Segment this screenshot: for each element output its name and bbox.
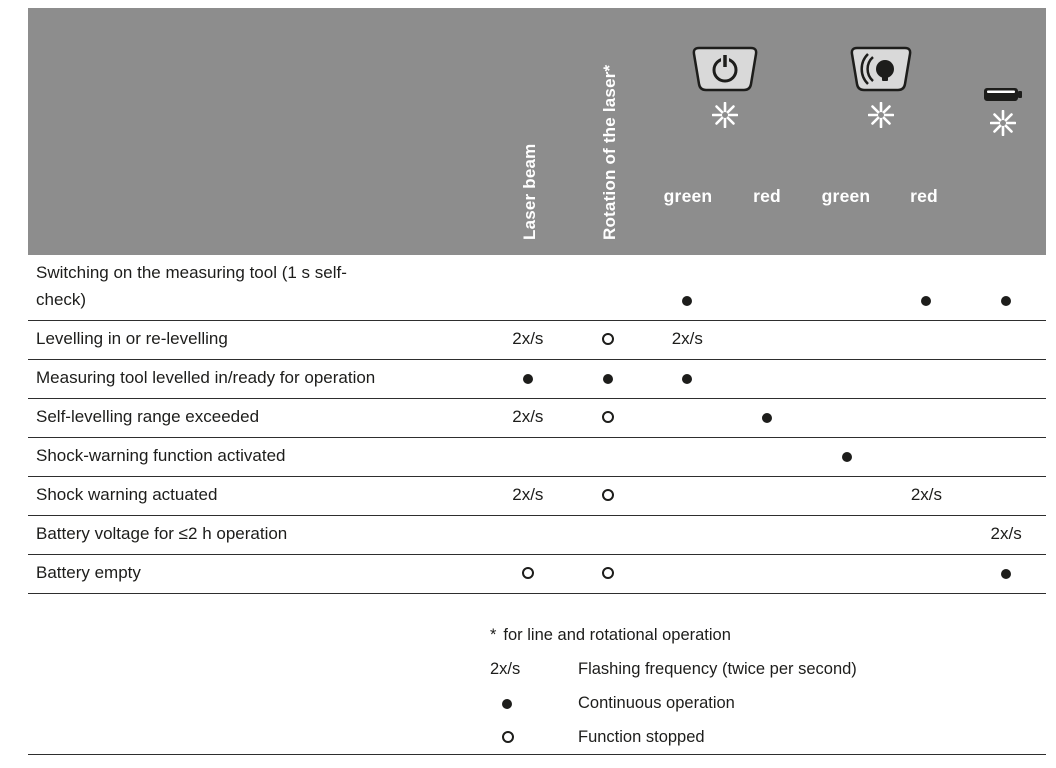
cell-red1 bbox=[727, 547, 807, 554]
legend-symbol bbox=[490, 694, 578, 713]
legend-item bbox=[490, 618, 1030, 652]
legend-text: Continuous operation bbox=[578, 693, 735, 712]
table-row bbox=[28, 438, 1046, 477]
cell-battery bbox=[966, 286, 1046, 320]
cell-red1 bbox=[727, 403, 807, 437]
cell-red1 bbox=[727, 313, 807, 320]
legend-text: for line and rotational operation bbox=[503, 625, 731, 644]
legend-symbol: * bbox=[490, 625, 497, 644]
power-button-icon bbox=[692, 46, 758, 92]
table-row bbox=[28, 516, 1046, 555]
cell-red2: 2x/s bbox=[910, 485, 943, 504]
continuous-operation-dot bbox=[502, 699, 512, 709]
legend-symbol: 2x/s bbox=[490, 659, 521, 678]
battery-icon bbox=[983, 84, 1023, 104]
cell-red1 bbox=[727, 469, 807, 476]
cell-green1 bbox=[647, 547, 727, 554]
legend-text: Function stopped bbox=[578, 727, 705, 746]
row-label: Levelling in or re-levelling bbox=[36, 329, 228, 348]
cell-battery bbox=[966, 430, 1046, 437]
cell-red2 bbox=[887, 352, 967, 359]
cell-green2 bbox=[807, 313, 887, 320]
table-row bbox=[28, 360, 1046, 399]
status-table bbox=[28, 255, 1046, 594]
table-row bbox=[28, 555, 1046, 594]
continuous-operation-dot bbox=[1001, 296, 1011, 306]
cell-red2 bbox=[887, 586, 967, 593]
cell-green1 bbox=[647, 469, 727, 476]
cell-battery: 2x/s bbox=[990, 524, 1022, 543]
row-label: Measuring tool levelled in/ready for operation bbox=[36, 368, 376, 387]
column-header-red1: red bbox=[753, 186, 781, 206]
continuous-operation-dot bbox=[523, 374, 533, 384]
cell-green2 bbox=[807, 391, 887, 398]
column-header-green1: green bbox=[663, 186, 713, 206]
cell-green2 bbox=[807, 430, 887, 437]
cell-red2 bbox=[887, 391, 967, 398]
cell-rotation bbox=[568, 547, 648, 554]
column-header-rotation: Rotation of the laser* bbox=[600, 64, 619, 240]
cell-laser_beam: 2x/s bbox=[512, 485, 544, 504]
row-label: Switching on the measuring tool (1 s self-check) bbox=[36, 263, 347, 309]
function-stopped-circle bbox=[602, 567, 614, 579]
cell-laser_beam: 2x/s bbox=[512, 407, 544, 426]
cell-green1 bbox=[647, 364, 727, 398]
shock-warning-button-icon bbox=[850, 46, 912, 92]
table-row bbox=[28, 255, 1046, 321]
continuous-operation-dot bbox=[762, 413, 772, 423]
function-stopped-circle bbox=[522, 567, 534, 579]
cell-red2 bbox=[887, 469, 967, 476]
legend bbox=[490, 618, 1030, 754]
legend-item bbox=[490, 652, 1030, 686]
cell-laser_beam bbox=[488, 364, 568, 398]
continuous-operation-dot bbox=[921, 296, 931, 306]
row-label: Shock warning actuated bbox=[36, 485, 218, 504]
legend-item bbox=[490, 686, 1030, 720]
table-row bbox=[28, 477, 1046, 516]
cell-rotation bbox=[568, 469, 648, 476]
column-header-red2: red bbox=[910, 186, 938, 206]
function-stopped-circle bbox=[602, 411, 614, 423]
cell-red1 bbox=[727, 586, 807, 593]
cell-rotation bbox=[568, 559, 648, 593]
cell-green1 bbox=[647, 508, 727, 515]
row-label: Shock-warning function activated bbox=[36, 446, 286, 465]
continuous-operation-dot bbox=[603, 374, 613, 384]
cell-rotation bbox=[568, 481, 648, 515]
cell-green2 bbox=[807, 547, 887, 554]
cell-green2 bbox=[807, 442, 887, 476]
column-header-green2: green bbox=[821, 186, 871, 206]
row-label: Self-levelling range exceeded bbox=[36, 407, 260, 426]
function-stopped-circle bbox=[602, 333, 614, 345]
led-starburst-icon bbox=[868, 102, 894, 128]
cell-green1: 2x/s bbox=[671, 329, 703, 348]
cell-green1 bbox=[647, 586, 727, 593]
cell-laser_beam bbox=[488, 559, 568, 593]
cell-laser_beam bbox=[488, 547, 568, 554]
cell-rotation bbox=[568, 403, 648, 437]
column-header-laser_beam: Laser beam bbox=[520, 143, 539, 240]
led-starburst-icon bbox=[990, 110, 1016, 136]
header-block bbox=[28, 8, 1046, 255]
function-stopped-circle bbox=[502, 731, 514, 743]
cell-red1 bbox=[727, 508, 807, 515]
legend-item bbox=[490, 720, 1030, 754]
cell-battery bbox=[966, 469, 1046, 476]
cell-green2 bbox=[807, 586, 887, 593]
continuous-operation-dot bbox=[842, 452, 852, 462]
cell-rotation bbox=[568, 325, 648, 359]
bottom-rule bbox=[28, 754, 1046, 755]
cell-red1 bbox=[727, 352, 807, 359]
cell-green2 bbox=[807, 352, 887, 359]
function-stopped-circle bbox=[602, 489, 614, 501]
cell-red1 bbox=[727, 391, 807, 398]
cell-laser_beam: 2x/s bbox=[512, 329, 544, 348]
cell-battery bbox=[966, 352, 1046, 359]
cell-battery bbox=[966, 391, 1046, 398]
table-row bbox=[28, 321, 1046, 360]
cell-battery bbox=[966, 508, 1046, 515]
cell-red2 bbox=[887, 430, 967, 437]
row-label: Battery empty bbox=[36, 563, 141, 582]
cell-laser_beam bbox=[488, 313, 568, 320]
legend-text: Flashing frequency (twice per second) bbox=[578, 659, 857, 678]
cell-rotation bbox=[568, 364, 648, 398]
cell-green2 bbox=[807, 508, 887, 515]
cell-red2 bbox=[887, 547, 967, 554]
cell-green1 bbox=[647, 430, 727, 437]
table-row bbox=[28, 399, 1046, 438]
continuous-operation-dot bbox=[1001, 569, 1011, 579]
cell-red2 bbox=[887, 286, 967, 320]
cell-green1 bbox=[647, 286, 727, 320]
led-starburst-icon bbox=[712, 102, 738, 128]
legend-symbol bbox=[490, 728, 578, 747]
row-label: Battery voltage for ≤2 h operation bbox=[36, 524, 288, 543]
cell-laser_beam bbox=[488, 469, 568, 476]
cell-battery bbox=[966, 559, 1046, 593]
continuous-operation-dot bbox=[682, 296, 692, 306]
continuous-operation-dot bbox=[682, 374, 692, 384]
cell-rotation bbox=[568, 313, 648, 320]
